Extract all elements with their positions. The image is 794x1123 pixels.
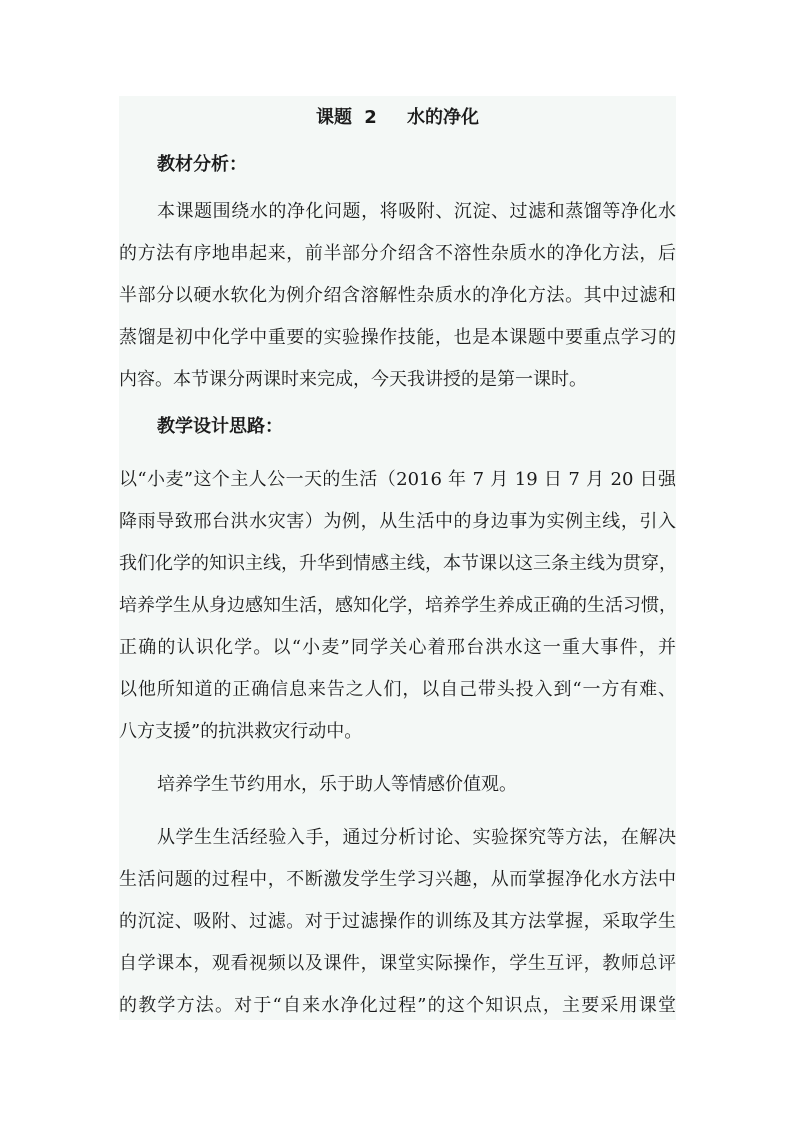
paragraph-line: 蒸馏是初中化学中重要的实验操作技能，也是本课题中要重点学习的 xyxy=(119,327,676,348)
paragraph-line: 的沉淀、吸附、过滤。对于过滤操作的训练及其方法掌握，采取学生 xyxy=(119,911,676,932)
paragraph-line: 的方法有序地串起来，前半部分介绍含不溶性杂质水的净化方法，后 xyxy=(119,243,676,264)
paragraph-line: 生活问题的过程中，不断激发学生学习兴趣，从而掌握净化水方法中 xyxy=(119,869,676,890)
paragraph-line: 半部分以硬水软化为例介绍含溶解性杂质水的净化方法。其中过滤和 xyxy=(119,285,676,306)
document-content xyxy=(119,96,676,1020)
paragraph-line: 自学课本，观看视频以及课件，课堂实际操作，学生互评，教师总评 xyxy=(119,953,676,974)
document-title: 课题 2 水的净化 xyxy=(315,107,480,128)
section-heading-material-analysis: 教材分析： xyxy=(157,154,247,175)
paragraph-line: 降雨导致邢台洪水灾害）为例，从生活中的身边事为实例主线，引入 xyxy=(119,511,676,532)
paragraph-line: 本课题围绕水的净化问题，将吸附、沉淀、过滤和蒸馏等净化水 xyxy=(157,201,676,222)
paragraph-line: 我们化学的知识主线，升华到情感主线，本节课以这三条主线为贯穿， xyxy=(119,553,677,574)
paragraph-line: 以他所知道的正确信息来告之人们，以自己带头投入到“一方有难、 xyxy=(119,679,676,700)
paragraph-line: 以“小麦”这个主人公一天的生活（2016 年 7 月 19 日 7 月 20 日强 xyxy=(119,469,676,490)
paragraph-line: 的教学方法。对于“自来水净化过程”的这个知识点，主要采用课堂 xyxy=(119,995,676,1016)
paragraph-line: 内容。本节课分两课时来完成，今天我讲授的是第一课时。 xyxy=(119,369,587,390)
paragraph-emotional-values: 培养学生节约用水，乐于助人等情感价值观。 xyxy=(157,774,517,795)
section-heading-design-idea: 教学设计思路： xyxy=(157,416,283,437)
paragraph-line: 培养学生从身边感知生活，感知化学，培养学生养成正确的生活习惯， xyxy=(119,595,677,616)
paragraph-line: 八方支援”的抗洪救灾行动中。 xyxy=(119,721,363,742)
paragraph-line: 正确的认识化学。以“小麦”同学关心着邢台洪水这一重大事件，并 xyxy=(119,637,676,658)
paragraph-line: 从学生生活经验入手，通过分析讨论、实验探究等方法，在解决 xyxy=(157,827,676,848)
